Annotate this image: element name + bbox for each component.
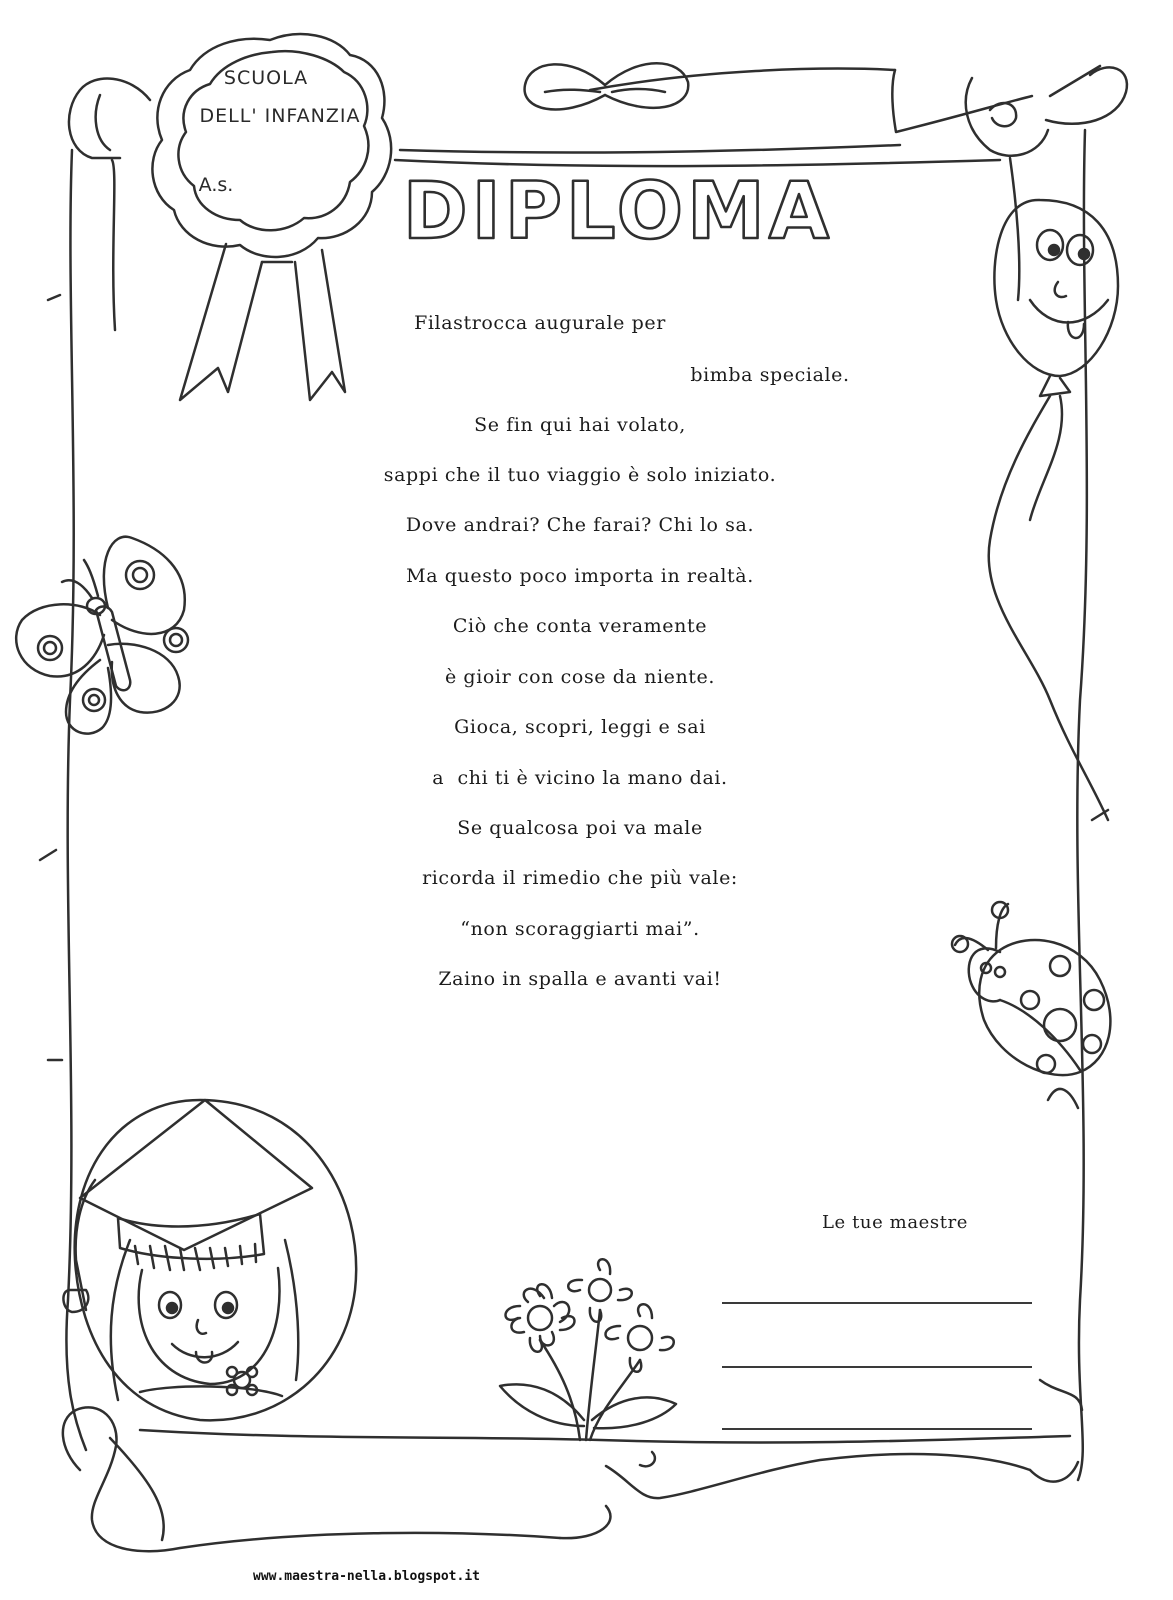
footer-url: www.maestra-nella.blogspot.it — [253, 1569, 480, 1584]
graduate-girl — [63, 1100, 356, 1420]
ladybug — [952, 902, 1110, 1075]
rosette-school-label: SCUOLA — [223, 67, 309, 89]
poem-line: Dove andrai? Che farai? Chi lo sa. — [405, 514, 755, 536]
poem-line: Se qualcosa poi va male — [457, 817, 703, 839]
diploma-title: DIPLOMA — [402, 167, 834, 257]
poem-line: Gioca, scopri, leggi e sai — [454, 716, 706, 738]
poem-line: a chi ti è vicino la mano dai. — [432, 767, 728, 789]
poem-line: è gioir con cose da niente. — [444, 666, 716, 688]
signature-line[interactable] — [722, 1366, 1032, 1368]
rosette-infanzia-label: DELL' INFANZIA — [199, 105, 361, 127]
poem-line: “non scoraggiarti mai”. — [460, 918, 700, 940]
signature-label: Le tue maestre — [821, 1212, 969, 1233]
poem-line: ricorda il rimedio che più vale: — [422, 867, 738, 889]
poem-line: sappi che il tuo viaggio è solo iniziato. — [383, 464, 777, 486]
signature-line[interactable] — [722, 1302, 1032, 1304]
poem-line: Ciò che conta veramente — [452, 615, 708, 637]
scroll-frame — [40, 66, 1127, 1551]
signature-line[interactable] — [722, 1428, 1032, 1430]
poem-line: Se fin qui hai volato, — [474, 414, 686, 436]
poem-line: Filastrocca augurale per — [414, 312, 666, 334]
flower — [500, 1259, 676, 1440]
poem-line: Zaino in spalla e avanti vai! — [438, 968, 722, 990]
butterfly — [16, 537, 188, 734]
poem-line: Ma questo poco importa in realtà. — [406, 565, 754, 587]
rosette-year-label: A.s. — [198, 174, 234, 196]
poem-line: bimba speciale. — [690, 364, 850, 386]
balloon-character — [989, 200, 1118, 820]
